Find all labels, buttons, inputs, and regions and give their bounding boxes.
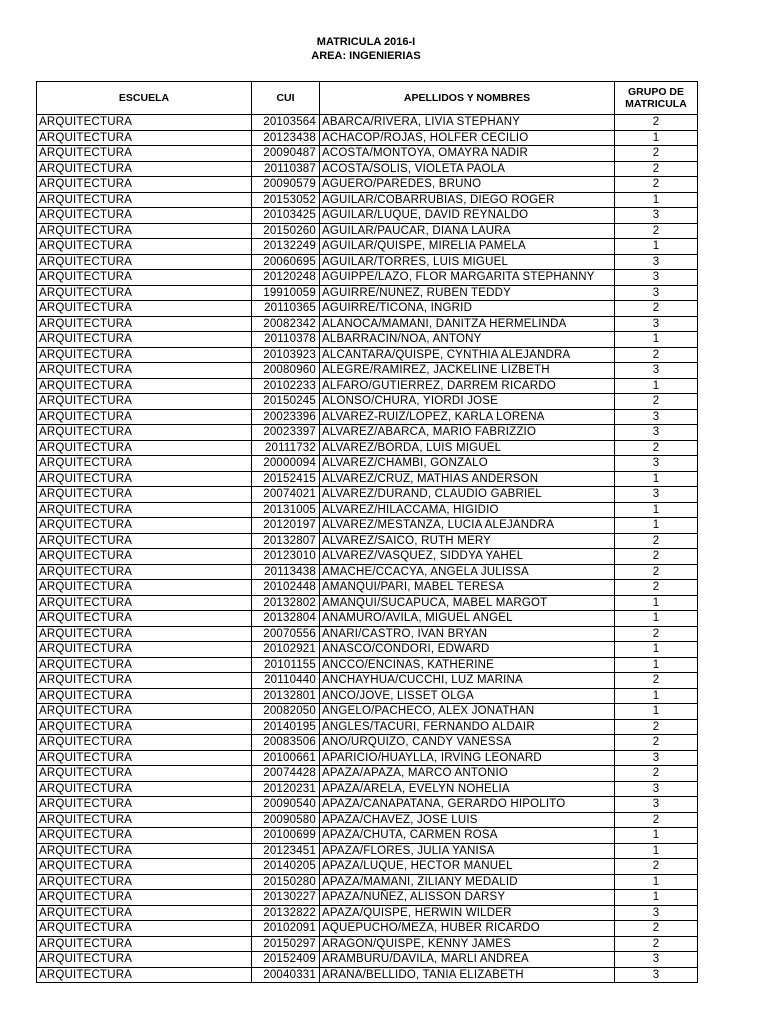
cell-grupo: 1 bbox=[615, 471, 698, 487]
table-row bbox=[37, 626, 698, 642]
cell-escuela: ARQUITECTURA bbox=[37, 735, 252, 751]
table-row bbox=[37, 797, 698, 813]
table-row bbox=[37, 859, 698, 875]
cell-grupo: 2 bbox=[615, 146, 698, 162]
cell-grupo: 3 bbox=[615, 487, 698, 503]
cell-cui: 20140195 bbox=[252, 719, 320, 735]
cell-grupo: 2 bbox=[615, 533, 698, 549]
cell-apellidos-nombres: APAZA/MAMANI, ZILIANY MEDALID bbox=[320, 874, 615, 890]
cell-escuela: ARQUITECTURA bbox=[37, 425, 252, 441]
cell-escuela: ARQUITECTURA bbox=[37, 363, 252, 379]
cell-escuela: ARQUITECTURA bbox=[37, 456, 252, 472]
cell-escuela: ARQUITECTURA bbox=[37, 316, 252, 332]
cell-grupo: 2 bbox=[615, 115, 698, 131]
header-cui: CUI bbox=[252, 82, 320, 115]
cell-apellidos-nombres: ALVAREZ/MESTANZA, LUCIA ALEJANDRA bbox=[320, 518, 615, 534]
cell-grupo: 3 bbox=[615, 952, 698, 968]
table-row bbox=[37, 750, 698, 766]
cell-apellidos-nombres: ANGLES/TACURI, FERNANDO ALDAIR bbox=[320, 719, 615, 735]
cell-apellidos-nombres: ALVAREZ/ABARCA, MARIO FABRIZZIO bbox=[320, 425, 615, 441]
table-row bbox=[37, 502, 698, 518]
cell-apellidos-nombres: ALVAREZ/VASQUEZ, SIDDYA YAHEL bbox=[320, 549, 615, 565]
cell-escuela: ARQUITECTURA bbox=[37, 673, 252, 689]
cell-escuela: ARQUITECTURA bbox=[37, 192, 252, 208]
cell-grupo: 2 bbox=[615, 161, 698, 177]
table-row bbox=[37, 301, 698, 317]
cell-apellidos-nombres: ALCANTARA/QUISPE, CYNTHIA ALEJANDRA bbox=[320, 347, 615, 363]
cell-cui: 20023396 bbox=[252, 409, 320, 425]
cell-cui: 20113438 bbox=[252, 564, 320, 580]
cell-escuela: ARQUITECTURA bbox=[37, 254, 252, 270]
table-row bbox=[37, 316, 698, 332]
table-row bbox=[37, 239, 698, 255]
document-title: MATRICULA 2016-I bbox=[316, 36, 416, 48]
cell-cui: 20110378 bbox=[252, 332, 320, 348]
cell-escuela: ARQUITECTURA bbox=[37, 564, 252, 580]
cell-grupo: 1 bbox=[615, 657, 698, 673]
cell-apellidos-nombres: AGUILAR/COBARRUBIAS, DIEGO ROGER bbox=[320, 192, 615, 208]
table-row bbox=[37, 177, 698, 193]
cell-escuela: ARQUITECTURA bbox=[37, 874, 252, 890]
table-row bbox=[37, 192, 698, 208]
cell-grupo: 2 bbox=[615, 223, 698, 239]
cell-apellidos-nombres: AGUILAR/PAUCAR, DIANA LAURA bbox=[320, 223, 615, 239]
cell-cui: 20120248 bbox=[252, 270, 320, 286]
cell-grupo: 2 bbox=[615, 766, 698, 782]
cell-apellidos-nombres: AGUILAR/TORRES, LUIS MIGUEL bbox=[320, 254, 615, 270]
cell-escuela: ARQUITECTURA bbox=[37, 936, 252, 952]
table-row bbox=[37, 657, 698, 673]
cell-apellidos-nombres: APAZA/CHUTA, CARMEN ROSA bbox=[320, 828, 615, 844]
cell-apellidos-nombres: ARAGON/QUISPE, KENNY JAMES bbox=[320, 936, 615, 952]
cell-apellidos-nombres: ALANOCA/MAMANI, DANITZA HERMELINDA bbox=[320, 316, 615, 332]
table-row bbox=[37, 781, 698, 797]
cell-escuela: ARQUITECTURA bbox=[37, 890, 252, 906]
cell-apellidos-nombres: ARANA/BELLIDO, TANIA ELIZABETH bbox=[320, 967, 615, 983]
table-row bbox=[37, 580, 698, 596]
cell-grupo: 1 bbox=[615, 130, 698, 146]
cell-cui: 20140205 bbox=[252, 859, 320, 875]
cell-apellidos-nombres: ACOSTA/SOLIS, VIOLETA PAOLA bbox=[320, 161, 615, 177]
cell-cui: 20120197 bbox=[252, 518, 320, 534]
cell-escuela: ARQUITECTURA bbox=[37, 502, 252, 518]
cell-escuela: ARQUITECTURA bbox=[37, 766, 252, 782]
cell-cui: 20102448 bbox=[252, 580, 320, 596]
cell-grupo: 2 bbox=[615, 549, 698, 565]
enrollment-table bbox=[36, 81, 698, 983]
cell-escuela: ARQUITECTURA bbox=[37, 905, 252, 921]
cell-escuela: ARQUITECTURA bbox=[37, 595, 252, 611]
cell-apellidos-nombres: ARAMBURU/DAVILA, MARLI ANDREA bbox=[320, 952, 615, 968]
cell-escuela: ARQUITECTURA bbox=[37, 347, 252, 363]
cell-escuela: ARQUITECTURA bbox=[37, 409, 252, 425]
table-header-row bbox=[37, 82, 698, 115]
cell-grupo: 2 bbox=[615, 921, 698, 937]
cell-escuela: ARQUITECTURA bbox=[37, 115, 252, 131]
cell-escuela: ARQUITECTURA bbox=[37, 812, 252, 828]
cell-apellidos-nombres: APAZA/APAZA, MARCO ANTONIO bbox=[320, 766, 615, 782]
cell-cui: 20123451 bbox=[252, 843, 320, 859]
cell-apellidos-nombres: ANCHAYHUA/CUCCHI, LUZ MARINA bbox=[320, 673, 615, 689]
cell-escuela: ARQUITECTURA bbox=[37, 130, 252, 146]
cell-apellidos-nombres: AGUILAR/LUQUE, DAVID REYNALDO bbox=[320, 208, 615, 224]
table-row bbox=[37, 518, 698, 534]
cell-apellidos-nombres: ACHACOP/ROJAS, HOLFER CECILIO bbox=[320, 130, 615, 146]
table-row bbox=[37, 828, 698, 844]
cell-cui: 20080960 bbox=[252, 363, 320, 379]
cell-escuela: ARQUITECTURA bbox=[37, 688, 252, 704]
cell-escuela: ARQUITECTURA bbox=[37, 828, 252, 844]
cell-escuela: ARQUITECTURA bbox=[37, 378, 252, 394]
table-row bbox=[37, 161, 698, 177]
cell-grupo: 3 bbox=[615, 425, 698, 441]
cell-cui: 20100661 bbox=[252, 750, 320, 766]
cell-escuela: ARQUITECTURA bbox=[37, 549, 252, 565]
cell-apellidos-nombres: ALVAREZ/DURAND, CLAUDIO GABRIEL bbox=[320, 487, 615, 503]
table-row bbox=[37, 766, 698, 782]
cell-cui: 20152409 bbox=[252, 952, 320, 968]
table-row bbox=[37, 208, 698, 224]
cell-escuela: ARQUITECTURA bbox=[37, 843, 252, 859]
cell-cui: 20123010 bbox=[252, 549, 320, 565]
cell-apellidos-nombres: ANASCO/CONDORI, EDWARD bbox=[320, 642, 615, 658]
cell-escuela: ARQUITECTURA bbox=[37, 285, 252, 301]
table-row bbox=[37, 332, 698, 348]
cell-escuela: ARQUITECTURA bbox=[37, 394, 252, 410]
table-row bbox=[37, 719, 698, 735]
table-row bbox=[37, 440, 698, 456]
table-row bbox=[37, 456, 698, 472]
cell-grupo: 3 bbox=[615, 285, 698, 301]
cell-apellidos-nombres: ALVAREZ/CHAMBI, GONZALO bbox=[320, 456, 615, 472]
table-row bbox=[37, 936, 698, 952]
cell-grupo: 2 bbox=[615, 936, 698, 952]
cell-grupo: 3 bbox=[615, 208, 698, 224]
cell-cui: 20102233 bbox=[252, 378, 320, 394]
cell-grupo: 2 bbox=[615, 580, 698, 596]
cell-apellidos-nombres: AMACHE/CCACYA, ANGELA JULISSA bbox=[320, 564, 615, 580]
cell-cui: 19910059 bbox=[252, 285, 320, 301]
cell-grupo: 2 bbox=[615, 301, 698, 317]
cell-escuela: ARQUITECTURA bbox=[37, 332, 252, 348]
cell-apellidos-nombres: APAZA/CANAPATANA, GERARDO HIPOLITO bbox=[320, 797, 615, 813]
table-row bbox=[37, 564, 698, 580]
cell-escuela: ARQUITECTURA bbox=[37, 611, 252, 627]
cell-apellidos-nombres: ALBARRACIN/NOA, ANTONY bbox=[320, 332, 615, 348]
cell-grupo: 2 bbox=[615, 719, 698, 735]
table-row bbox=[37, 378, 698, 394]
table-row bbox=[37, 425, 698, 441]
cell-cui: 20103923 bbox=[252, 347, 320, 363]
cell-grupo: 3 bbox=[615, 316, 698, 332]
cell-grupo: 1 bbox=[615, 890, 698, 906]
cell-cui: 20120231 bbox=[252, 781, 320, 797]
cell-apellidos-nombres: AGUIPPE/LAZO, FLOR MARGARITA STEPHANNY bbox=[320, 270, 615, 286]
cell-apellidos-nombres: ALVAREZ-RUIZ/LOPEZ, KARLA LORENA bbox=[320, 409, 615, 425]
cell-apellidos-nombres: AMANQUI/PARI, MABEL TERESA bbox=[320, 580, 615, 596]
cell-cui: 20110440 bbox=[252, 673, 320, 689]
header-escuela: ESCUELA bbox=[37, 82, 252, 115]
cell-escuela: ARQUITECTURA bbox=[37, 719, 252, 735]
table-row bbox=[37, 843, 698, 859]
cell-escuela: ARQUITECTURA bbox=[37, 440, 252, 456]
cell-cui: 20130227 bbox=[252, 890, 320, 906]
cell-cui: 20070556 bbox=[252, 626, 320, 642]
cell-grupo: 3 bbox=[615, 905, 698, 921]
table-row bbox=[37, 223, 698, 239]
table-row bbox=[37, 952, 698, 968]
cell-grupo: 1 bbox=[615, 874, 698, 890]
cell-grupo: 2 bbox=[615, 177, 698, 193]
cell-cui: 20074428 bbox=[252, 766, 320, 782]
cell-cui: 20132807 bbox=[252, 533, 320, 549]
cell-apellidos-nombres: ALFARO/GUTIERREZ, DARREM RICARDO bbox=[320, 378, 615, 394]
cell-grupo: 1 bbox=[615, 828, 698, 844]
cell-apellidos-nombres: ALVAREZ/BORDA, LUIS MIGUEL bbox=[320, 440, 615, 456]
cell-cui: 20083506 bbox=[252, 735, 320, 751]
cell-grupo: 3 bbox=[615, 409, 698, 425]
cell-apellidos-nombres: AGUIRRE/TICONA, INGRID bbox=[320, 301, 615, 317]
cell-apellidos-nombres: APAZA/ARELA, EVELYN NOHELIA bbox=[320, 781, 615, 797]
cell-escuela: ARQUITECTURA bbox=[37, 161, 252, 177]
cell-apellidos-nombres: ANARI/CASTRO, IVAN BRYAN bbox=[320, 626, 615, 642]
document-subtitle: AREA: INGENIERIAS bbox=[311, 50, 421, 62]
cell-grupo: 3 bbox=[615, 750, 698, 766]
cell-grupo: 1 bbox=[615, 502, 698, 518]
cell-grupo: 1 bbox=[615, 611, 698, 627]
cell-cui: 20150245 bbox=[252, 394, 320, 410]
cell-cui: 20060695 bbox=[252, 254, 320, 270]
table-row bbox=[37, 595, 698, 611]
table-row bbox=[37, 394, 698, 410]
table-row bbox=[37, 874, 698, 890]
cell-cui: 20110365 bbox=[252, 301, 320, 317]
cell-grupo: 2 bbox=[615, 394, 698, 410]
cell-cui: 20110387 bbox=[252, 161, 320, 177]
table-row bbox=[37, 409, 698, 425]
cell-apellidos-nombres: ABARCA/RIVERA, LIVIA STEPHANY bbox=[320, 115, 615, 131]
header-apellidos-nombres: APELLIDOS Y NOMBRES bbox=[320, 82, 615, 115]
table-row bbox=[37, 254, 698, 270]
cell-grupo: 3 bbox=[615, 254, 698, 270]
cell-escuela: ARQUITECTURA bbox=[37, 518, 252, 534]
cell-cui: 20152415 bbox=[252, 471, 320, 487]
table-row bbox=[37, 347, 698, 363]
cell-grupo: 1 bbox=[615, 642, 698, 658]
cell-escuela: ARQUITECTURA bbox=[37, 797, 252, 813]
cell-cui: 20102921 bbox=[252, 642, 320, 658]
cell-grupo: 1 bbox=[615, 239, 698, 255]
cell-grupo: 1 bbox=[615, 518, 698, 534]
cell-escuela: ARQUITECTURA bbox=[37, 177, 252, 193]
cell-apellidos-nombres: APAZA/CHAVEZ, JOSE LUIS bbox=[320, 812, 615, 828]
cell-grupo: 1 bbox=[615, 688, 698, 704]
cell-grupo: 3 bbox=[615, 797, 698, 813]
cell-cui: 20111732 bbox=[252, 440, 320, 456]
cell-cui: 20150297 bbox=[252, 936, 320, 952]
cell-cui: 20082342 bbox=[252, 316, 320, 332]
table-row bbox=[37, 890, 698, 906]
cell-apellidos-nombres: APARICIO/HUAYLLA, IRVING LEONARD bbox=[320, 750, 615, 766]
cell-escuela: ARQUITECTURA bbox=[37, 657, 252, 673]
cell-grupo: 2 bbox=[615, 812, 698, 828]
cell-cui: 20101155 bbox=[252, 657, 320, 673]
cell-grupo: 2 bbox=[615, 735, 698, 751]
cell-cui: 20150280 bbox=[252, 874, 320, 890]
table-row bbox=[37, 363, 698, 379]
table-row bbox=[37, 967, 698, 983]
cell-cui: 20090540 bbox=[252, 797, 320, 813]
table-row bbox=[37, 735, 698, 751]
header-grupo-label: GRUPO DE MATRICULA bbox=[625, 86, 687, 110]
cell-apellidos-nombres: ALVAREZ/CRUZ, MATHIAS ANDERSON bbox=[320, 471, 615, 487]
cell-grupo: 2 bbox=[615, 347, 698, 363]
cell-cui: 20000094 bbox=[252, 456, 320, 472]
cell-grupo: 2 bbox=[615, 673, 698, 689]
cell-apellidos-nombres: ANCCO/ENCINAS, KATHERINE bbox=[320, 657, 615, 673]
cell-cui: 20090487 bbox=[252, 146, 320, 162]
cell-escuela: ARQUITECTURA bbox=[37, 750, 252, 766]
cell-cui: 20103564 bbox=[252, 115, 320, 131]
table-row bbox=[37, 471, 698, 487]
table-row bbox=[37, 130, 698, 146]
cell-cui: 20074021 bbox=[252, 487, 320, 503]
cell-cui: 20103425 bbox=[252, 208, 320, 224]
cell-cui: 20132801 bbox=[252, 688, 320, 704]
cell-escuela: ARQUITECTURA bbox=[37, 146, 252, 162]
cell-escuela: ARQUITECTURA bbox=[37, 301, 252, 317]
cell-grupo: 1 bbox=[615, 378, 698, 394]
cell-apellidos-nombres: ANCO/JOVE, LISSET OLGA bbox=[320, 688, 615, 704]
table-row bbox=[37, 704, 698, 720]
cell-grupo: 3 bbox=[615, 456, 698, 472]
cell-apellidos-nombres: APAZA/NUÑEZ, ALISSON DARSY bbox=[320, 890, 615, 906]
cell-apellidos-nombres: AMANQUI/SUCAPUCA, MABEL MARGOT bbox=[320, 595, 615, 611]
table-row bbox=[37, 115, 698, 131]
cell-cui: 20082050 bbox=[252, 704, 320, 720]
cell-escuela: ARQUITECTURA bbox=[37, 533, 252, 549]
cell-apellidos-nombres: APAZA/FLORES, JULIA YANISA bbox=[320, 843, 615, 859]
cell-escuela: ARQUITECTURA bbox=[37, 642, 252, 658]
cell-cui: 20023397 bbox=[252, 425, 320, 441]
table-row bbox=[37, 146, 698, 162]
table-row bbox=[37, 812, 698, 828]
cell-cui: 20150260 bbox=[252, 223, 320, 239]
cell-cui: 20132249 bbox=[252, 239, 320, 255]
cell-grupo: 1 bbox=[615, 595, 698, 611]
cell-apellidos-nombres: ANGELO/PACHECO, ALEX JONATHAN bbox=[320, 704, 615, 720]
cell-escuela: ARQUITECTURA bbox=[37, 781, 252, 797]
cell-cui: 20132822 bbox=[252, 905, 320, 921]
cell-escuela: ARQUITECTURA bbox=[37, 208, 252, 224]
cell-apellidos-nombres: ALVAREZ/HILACCAMA, HIGIDIO bbox=[320, 502, 615, 518]
cell-escuela: ARQUITECTURA bbox=[37, 223, 252, 239]
cell-grupo: 1 bbox=[615, 704, 698, 720]
cell-apellidos-nombres: ANAMURO/AVILA, MIGUEL ANGEL bbox=[320, 611, 615, 627]
cell-cui: 20153052 bbox=[252, 192, 320, 208]
cell-apellidos-nombres: AGUIRRE/NUNEZ, RUBEN TEDDY bbox=[320, 285, 615, 301]
cell-cui: 20100699 bbox=[252, 828, 320, 844]
cell-grupo: 3 bbox=[615, 967, 698, 983]
cell-escuela: ARQUITECTURA bbox=[37, 921, 252, 937]
cell-grupo: 1 bbox=[615, 843, 698, 859]
table-row bbox=[37, 533, 698, 549]
cell-apellidos-nombres: ANO/URQUIZO, CANDY VANESSA bbox=[320, 735, 615, 751]
cell-cui: 20090579 bbox=[252, 177, 320, 193]
cell-apellidos-nombres: ACOSTA/MONTOYA, OMAYRA NADIR bbox=[320, 146, 615, 162]
cell-escuela: ARQUITECTURA bbox=[37, 270, 252, 286]
table-row bbox=[37, 611, 698, 627]
cell-escuela: ARQUITECTURA bbox=[37, 487, 252, 503]
table-row bbox=[37, 487, 698, 503]
cell-apellidos-nombres: APAZA/QUISPE, HERWIN WILDER bbox=[320, 905, 615, 921]
cell-escuela: ARQUITECTURA bbox=[37, 859, 252, 875]
table-row bbox=[37, 688, 698, 704]
cell-escuela: ARQUITECTURA bbox=[37, 471, 252, 487]
cell-grupo: 3 bbox=[615, 363, 698, 379]
cell-cui: 20132804 bbox=[252, 611, 320, 627]
table-row bbox=[37, 921, 698, 937]
cell-apellidos-nombres: ALVAREZ/SAICO, RUTH MERY bbox=[320, 533, 615, 549]
cell-grupo: 3 bbox=[615, 270, 698, 286]
cell-grupo: 2 bbox=[615, 626, 698, 642]
cell-grupo: 1 bbox=[615, 192, 698, 208]
cell-escuela: ARQUITECTURA bbox=[37, 952, 252, 968]
cell-grupo: 2 bbox=[615, 440, 698, 456]
cell-cui: 20131005 bbox=[252, 502, 320, 518]
cell-grupo: 3 bbox=[615, 781, 698, 797]
cell-cui: 20132802 bbox=[252, 595, 320, 611]
table-row bbox=[37, 270, 698, 286]
table-row bbox=[37, 905, 698, 921]
cell-cui: 20123438 bbox=[252, 130, 320, 146]
cell-apellidos-nombres: ALONSO/CHURA, YIORDI JOSE bbox=[320, 394, 615, 410]
cell-apellidos-nombres: AQUEPUCHO/MEZA, HUBER RICARDO bbox=[320, 921, 615, 937]
cell-escuela: ARQUITECTURA bbox=[37, 239, 252, 255]
table-row bbox=[37, 285, 698, 301]
cell-escuela: ARQUITECTURA bbox=[37, 626, 252, 642]
table-row bbox=[37, 673, 698, 689]
cell-grupo: 2 bbox=[615, 859, 698, 875]
cell-cui: 20040331 bbox=[252, 967, 320, 983]
cell-apellidos-nombres: ALEGRE/RAMIREZ, JACKELINE LIZBETH bbox=[320, 363, 615, 379]
cell-grupo: 2 bbox=[615, 564, 698, 580]
cell-escuela: ARQUITECTURA bbox=[37, 580, 252, 596]
cell-grupo: 1 bbox=[615, 332, 698, 348]
cell-escuela: ARQUITECTURA bbox=[37, 704, 252, 720]
cell-cui: 20090580 bbox=[252, 812, 320, 828]
table-row bbox=[37, 549, 698, 565]
header-grupo-matricula bbox=[615, 82, 698, 115]
table-row bbox=[37, 642, 698, 658]
cell-apellidos-nombres: AGUERO/PAREDES, BRUNO bbox=[320, 177, 615, 193]
cell-apellidos-nombres: AGUILAR/QUISPE, MIRELIA PAMELA bbox=[320, 239, 615, 255]
cell-apellidos-nombres: APAZA/LUQUE, HECTOR MANUEL bbox=[320, 859, 615, 875]
cell-cui: 20102091 bbox=[252, 921, 320, 937]
cell-escuela: ARQUITECTURA bbox=[37, 967, 252, 983]
